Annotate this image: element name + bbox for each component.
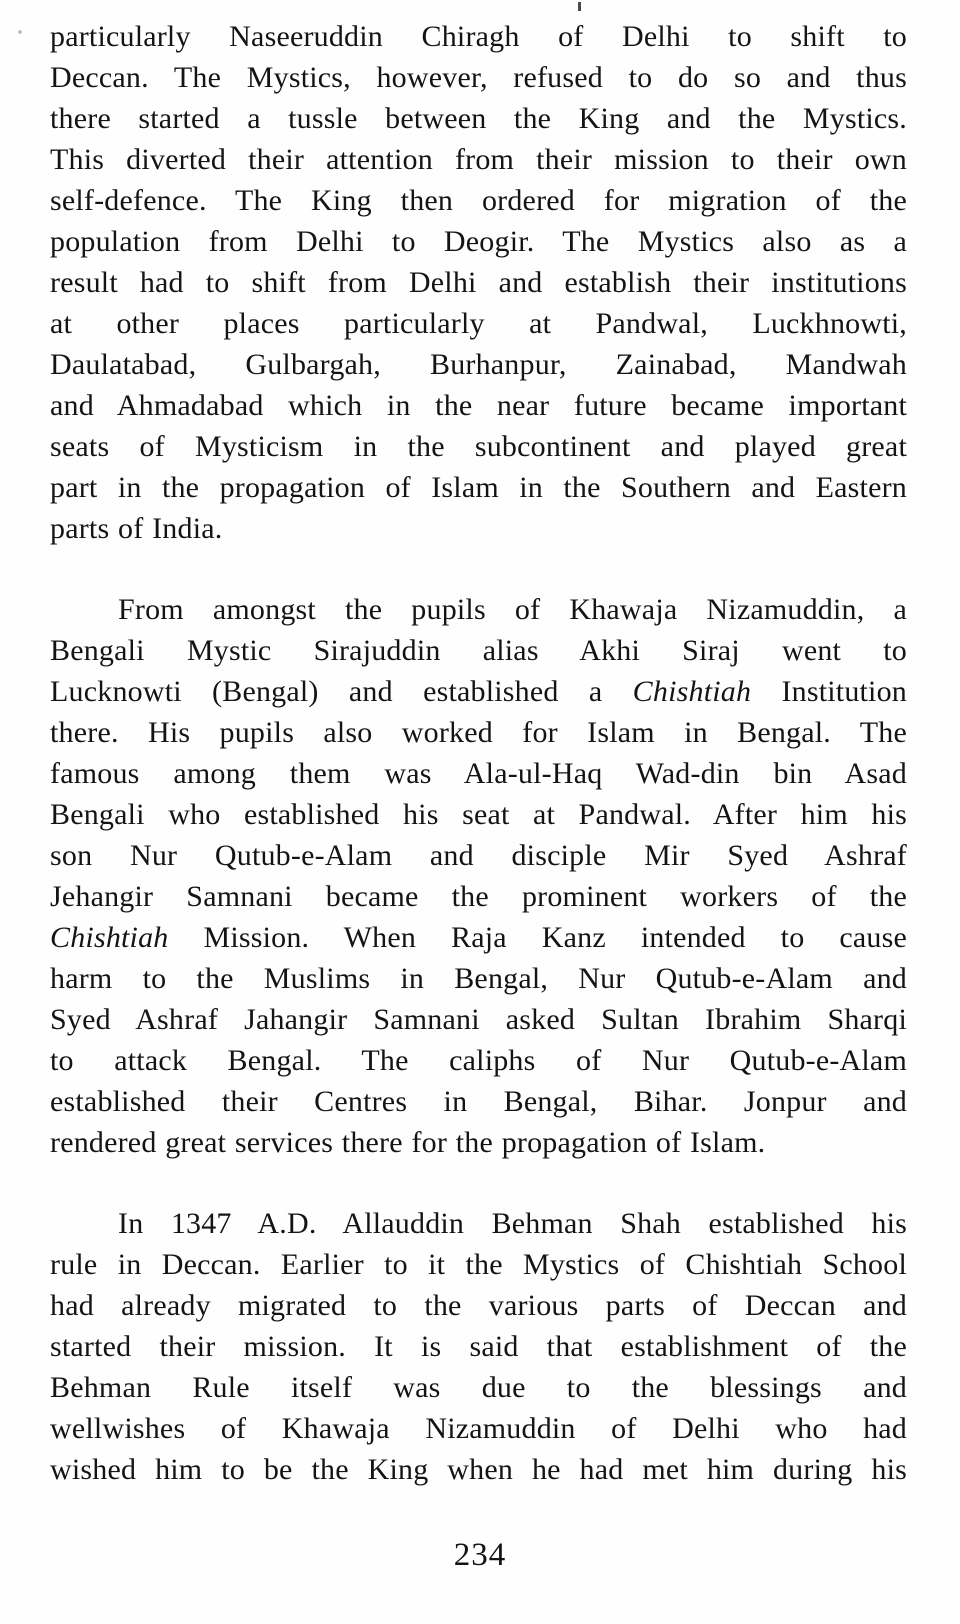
- text-line: famous among them was Ala-ul-Haq Wad-din bin Asad: [50, 757, 907, 790]
- text-line: Daulatabad, Gulbargah, Burhanpur, Zainabad, Mandwah: [50, 348, 907, 381]
- text-line: population from Delhi to Deogir. The Mystics also as a: [50, 225, 907, 258]
- text-line: Behman Rule itself was due to the blessings and: [50, 1371, 907, 1404]
- scan-artifact-tick: [578, 2, 581, 11]
- text-line: Chishtiah Mission. When Raja Kanz intended to cause: [50, 921, 907, 954]
- text-block: [50, 16, 907, 1490]
- text-line: to attack Bengal. The caliphs of Nur Qutub-e-Alam: [50, 1044, 907, 1077]
- text-line: son Nur Qutub-e-Alam and disciple Mir Syed Ashraf: [50, 839, 907, 872]
- text-line: self-defence. The King then ordered for migration of the: [50, 184, 907, 217]
- paragraph: [50, 16, 907, 549]
- text-line: Bengali Mystic Sirajuddin alias Akhi Siraj went to: [50, 634, 907, 667]
- text-line: and Ahmadabad which in the near future became important: [50, 389, 907, 422]
- text-line: Syed Ashraf Jahangir Samnani asked Sultan Ibrahim Sharqi: [50, 1003, 907, 1036]
- page-number: 234: [453, 1537, 507, 1573]
- text-line: harm to the Muslims in Bengal, Nur Qutub-e-Alam and: [50, 962, 907, 995]
- text-line: seats of Mysticism in the subcontinent and played great: [50, 430, 907, 463]
- text-line: there started a tussle between the King and the Mystics.: [50, 102, 907, 135]
- paragraph: [50, 1203, 907, 1490]
- paragraph: [50, 589, 907, 1163]
- text-line: Lucknowti (Bengal) and established a Chishtiah Institution: [50, 675, 907, 708]
- text-line: particularly Naseeruddin Chiragh of Delhi to shift to: [50, 20, 907, 53]
- text-line: Bengali who established his seat at Pandwal. After him his: [50, 798, 907, 831]
- text-line: part in the propagation of Islam in the Southern and Eastern: [50, 471, 907, 504]
- text-line: started their mission. It is said that establishment of the: [50, 1330, 907, 1363]
- text-line: Jehangir Samnani became the prominent workers of the: [50, 880, 907, 913]
- text-line: rule in Deccan. Earlier to it the Mystics of Chishtiah School: [50, 1248, 907, 1281]
- text-line: there. His pupils also worked for Islam in Bengal. The: [50, 716, 907, 749]
- text-line: From amongst the pupils of Khawaja Nizamuddin, a: [118, 593, 907, 626]
- text-line: In 1347 A.D. Allauddin Behman Shah established his: [118, 1207, 907, 1240]
- text-line: parts of India.: [50, 512, 223, 545]
- text-line: This diverted their attention from their mission to their own: [50, 143, 907, 176]
- text-line: wellwishes of Khawaja Nizamuddin of Delhi who had: [50, 1412, 907, 1445]
- text-line: rendered great services there for the propagation of Islam.: [50, 1126, 766, 1159]
- text-line: at other places particularly at Pandwal, Luckhnowti,: [50, 307, 907, 340]
- text-line: wished him to be the King when he had met him during his: [50, 1453, 907, 1486]
- text-line: result had to shift from Delhi and establish their institutions: [50, 266, 907, 299]
- text-line: had already migrated to the various parts of Deccan and: [50, 1289, 907, 1322]
- text-line: established their Centres in Bengal, Bihar. Jonpur and: [50, 1085, 907, 1118]
- scan-artifact-dot: [18, 30, 22, 34]
- text-line: Deccan. The Mystics, however, refused to do so and thus: [50, 61, 907, 94]
